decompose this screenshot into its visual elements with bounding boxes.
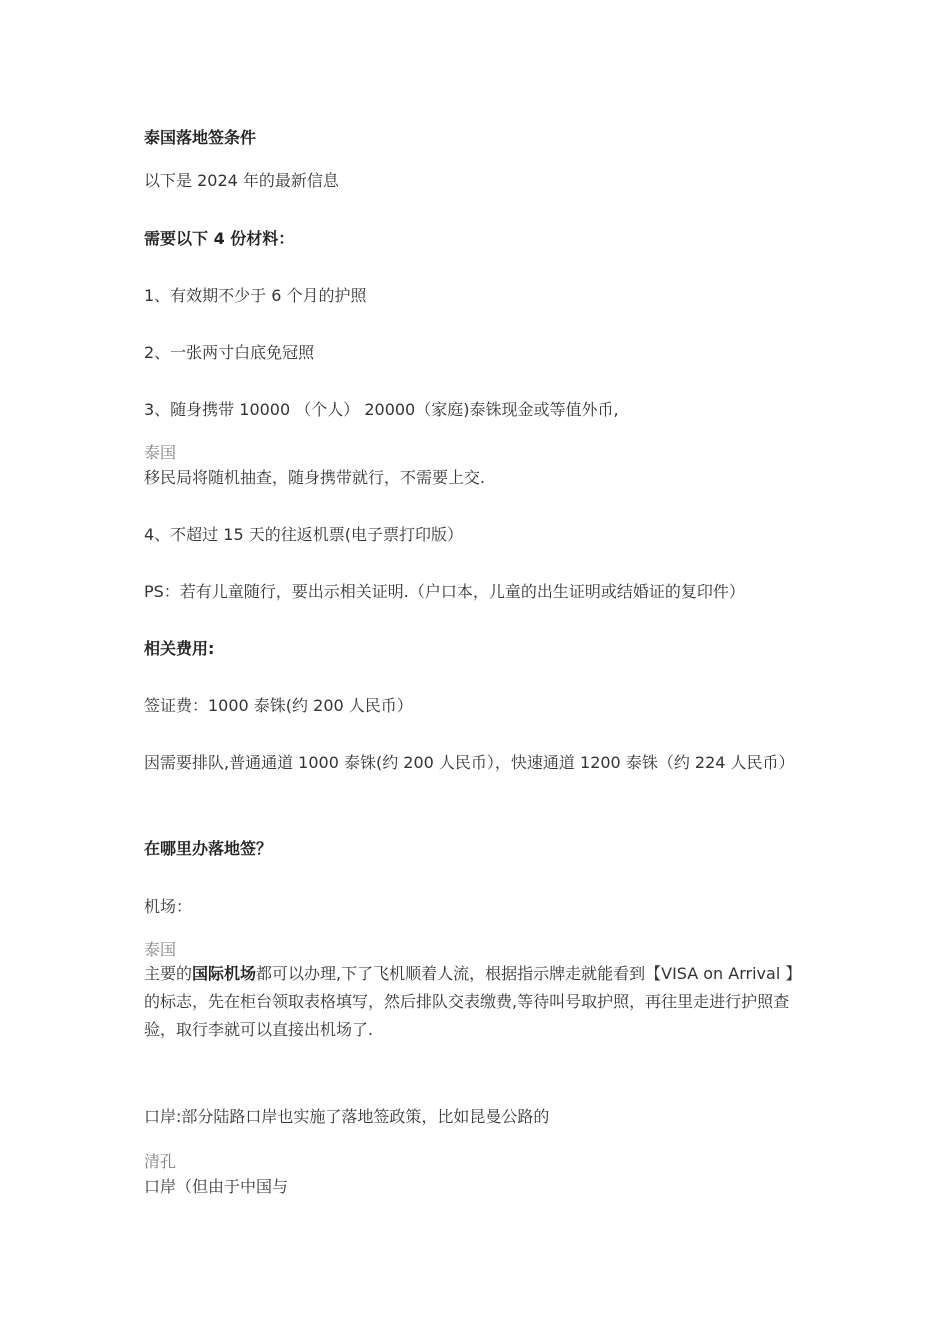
material-item-4: 4、不超过 15 天的往返机票(电子票打印版） bbox=[144, 525, 463, 544]
qingkong-link[interactable]: 清孔 bbox=[144, 1152, 177, 1171]
airport-text-pre: 主要的 bbox=[144, 964, 193, 983]
thailand-link[interactable]: 泰国 bbox=[144, 443, 177, 462]
airport-label: 机场： bbox=[144, 897, 193, 916]
international-airport-text: 国际机场 bbox=[192, 964, 257, 983]
doc-title: 泰国落地签条件 bbox=[144, 128, 257, 147]
materials-heading: 需要以下 4 份材料： bbox=[144, 229, 295, 248]
port-text: 口岸:部分陆路口岸也实施了落地签政策，比如昆曼公路的 bbox=[144, 1107, 550, 1126]
material-item-3-note: 移民局将随机抽查，随身携带就行，不需要上交. bbox=[144, 468, 486, 487]
ps-note: PS：若有儿童随行，要出示相关证明.（户口本，儿童的出生证明或结婚证的复印件） bbox=[144, 582, 745, 601]
airport-paragraph bbox=[144, 960, 804, 1044]
airport-text-post: 都可以办理,下了飞机顺着人流，根据指示牌走就能看到【VISA on Arrival 】的标志，先在柜台领取表格填写，然后排队交表缴费,等待叫号取护照，再往里走进行护照查验，取行李就可以直接出机场了. bbox=[144, 964, 802, 1039]
material-item-1: 1、有效期不少于 6 个月的护照 bbox=[144, 286, 367, 305]
material-item-2: 2、一张两寸白底免冠照 bbox=[144, 343, 315, 362]
visa-fee: 签证费：1000 泰铢(约 200 人民币） bbox=[144, 696, 413, 715]
fees-heading: 相关费用: bbox=[144, 639, 215, 658]
where-heading: 在哪里办落地签？ bbox=[144, 839, 273, 858]
port-text-continued: 口岸（但由于中国与 bbox=[144, 1177, 289, 1196]
material-item-3: 3、随身携带 10000 （个人） 20000（家庭)泰铢现金或等值外币, bbox=[144, 400, 619, 419]
intro-text: 以下是 2024 年的最新信息 bbox=[144, 171, 339, 190]
queue-fee: 因需要排队,普通通道 1000 泰铢(约 200 人民币），快速通道 1200 泰铢（约 224 人民币） bbox=[144, 753, 795, 772]
airport-thailand-link[interactable]: 泰国 bbox=[144, 940, 177, 959]
